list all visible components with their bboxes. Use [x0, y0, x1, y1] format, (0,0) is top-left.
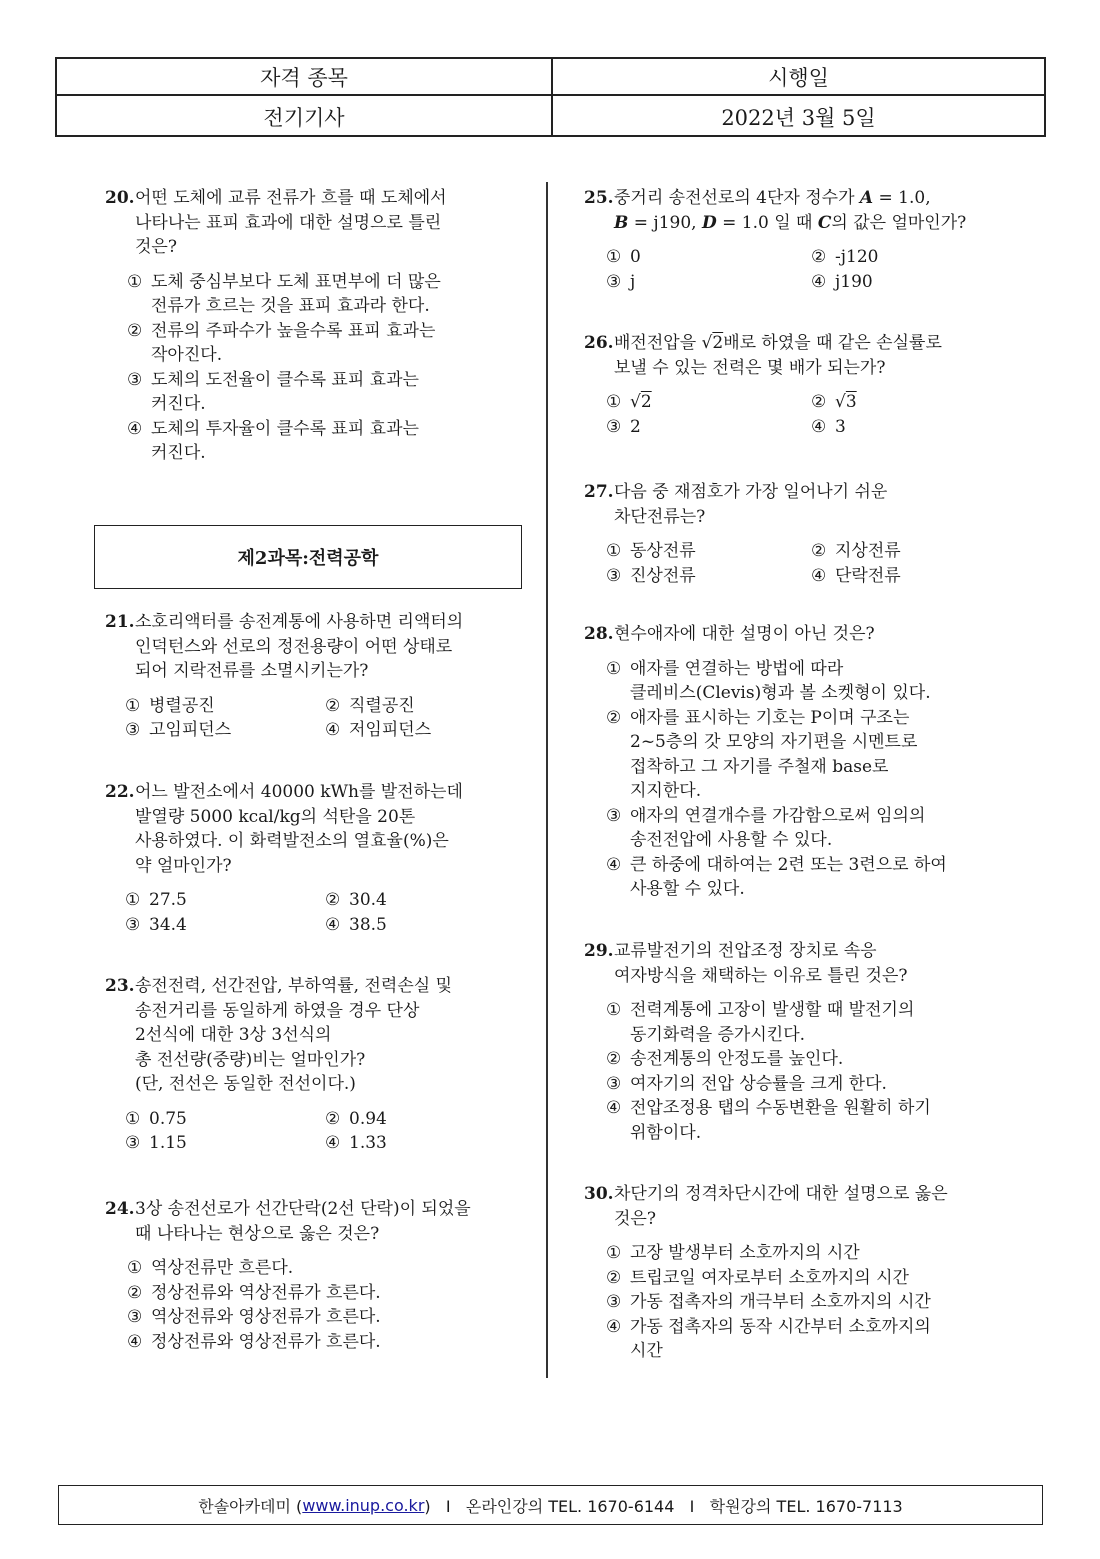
- question-text: 차단기의 정격차단시간에 대한 설명으로 옳은 것은?: [614, 1184, 948, 1229]
- option-4[interactable]: ④ 단락전류: [811, 565, 901, 586]
- question-30: [584, 1182, 1024, 1364]
- question-text: 현수애자에 대한 설명이 아닌 것은?: [614, 624, 875, 644]
- question-27: [584, 480, 1024, 588]
- option-3[interactable]: ③ 역상전류와 영상전류가 흐른다.: [127, 1307, 381, 1327]
- option-1[interactable]: ① √2: [606, 392, 652, 412]
- question-number: 25.: [584, 188, 614, 208]
- date-value: 2022년 3월 5일: [721, 105, 876, 130]
- option-2[interactable]: ② 송전계통의 안정도를 높인다.: [606, 1049, 844, 1069]
- question-text: 3상 송전선로가 선간단락(2선 단락)이 되었을 때 나타나는 현상으로 옳은 것은?: [135, 1199, 471, 1244]
- option-1[interactable]: ① 도체 중심부보다 도체 표면부에 더 많은 전류가 흐르는 것을 표피 효과라 한다.: [127, 271, 441, 316]
- option-4[interactable]: ④ 도체의 투자율이 클수록 표피 효과는 커진다.: [127, 418, 419, 463]
- option-3[interactable]: ③ j: [606, 271, 636, 292]
- option-1[interactable]: ① 고장 발생부터 소호까지의 시간: [606, 1243, 860, 1263]
- option-3[interactable]: ③ 가동 접촉자의 개극부터 소호까지의 시간: [606, 1292, 931, 1312]
- option-2[interactable]: ② 트립코일 여자로부터 소호까지의 시간: [606, 1267, 909, 1288]
- subject-label: 자격 종목: [260, 65, 348, 90]
- question-text: 어느 발전소에서 40000 kWh를 발전하는데 발열량 5000 kcal/kg의 석탄을 20톤 사용하였다. 이 화력발전소의 열효율(%)은 약 얼마인가?: [135, 782, 463, 876]
- question-text: 중거리 송전선로의 4단자 정수가 A = 1.0, B = j190, D = 1.0 일 때 C의 값은 얼마인가?: [614, 188, 967, 233]
- question-text: 어떤 도체에 교류 전류가 흐를 때 도체에서 나타나는 표피 효과에 대한 설명으로 틀린 것은?: [135, 188, 447, 257]
- subject-value: 전기기사: [263, 105, 345, 130]
- question-text: 소호리액터를 송전계통에 사용하면 리액터의 인덕턴스와 선로의 정전용량이 어떤 상태로 되어 지락전류를 소멸시키는가?: [135, 612, 464, 681]
- question-29: [584, 939, 1024, 1145]
- option-2[interactable]: ② 지상전류: [811, 541, 901, 561]
- option-1[interactable]: ① 0: [606, 247, 641, 267]
- question-number: 29.: [584, 941, 614, 961]
- option-3[interactable]: ③ 도체의 도전율이 클수록 표피 효과는 커진다.: [127, 369, 419, 414]
- question-number: 27.: [584, 482, 614, 502]
- option-1[interactable]: ① 27.5: [125, 890, 187, 910]
- option-2[interactable]: ② -j120: [811, 247, 879, 267]
- option-2[interactable]: ② 직렬공진: [325, 695, 415, 716]
- option-3[interactable]: ③ 고임피던스: [125, 720, 232, 740]
- option-1[interactable]: ① 병렬공진: [125, 695, 215, 716]
- question-number: 21.: [105, 612, 135, 632]
- question-number: 24.: [105, 1199, 135, 1219]
- option-3[interactable]: ③ 34.4: [125, 914, 187, 935]
- option-3[interactable]: ③ 2: [606, 416, 641, 437]
- option-4[interactable]: ④ j190: [811, 271, 873, 292]
- question-22: [105, 780, 525, 937]
- question-26: [584, 331, 1024, 439]
- question-text: 교류발전기의 전압조정 장치로 속응 여자방식을 채택하는 이유로 틀린 것은?: [614, 941, 908, 986]
- option-1[interactable]: ① 역상전류만 흐른다.: [127, 1258, 294, 1278]
- footer-contact-info: ) I 온라인강의 TEL. 1670-6144 I 학원강의 TEL. 1670-7113: [424, 1496, 903, 1516]
- question-number: 22.: [105, 782, 135, 802]
- footer-bar: [58, 1485, 1043, 1525]
- option-4[interactable]: ④ 가동 접촉자의 동작 시간부터 소호까지의 시간: [606, 1316, 931, 1361]
- question-24: [105, 1197, 535, 1354]
- question-text: 송전전력, 선간전압, 부하역률, 전력손실 및 송전거리를 동일하게 하였을 경우 단상 2선식에 대한 3상 3선식의 총 전선량(중량)비는 얼마인가? (단, 전선은 동일한 전선이다.): [135, 976, 453, 1094]
- option-2[interactable]: ② 전류의 주파수가 높을수록 표피 효과는 작아진다.: [127, 320, 436, 365]
- option-2[interactable]: ② 애자를 표시하는 기호는 P이며 구조는 2~5층의 갓 모양의 자기편을 시멘트로 접착하고 그 자기를 주철재 base로 지지한다.: [606, 707, 918, 801]
- option-3[interactable]: ③ 1.15: [125, 1133, 187, 1153]
- option-4[interactable]: ④ 3: [811, 416, 846, 437]
- question-number: 20.: [105, 188, 135, 208]
- question-21: [105, 610, 525, 743]
- option-1[interactable]: ① 애자를 연결하는 방법에 따라 클레비스(Clevis)형과 볼 소켓형이 있다.: [606, 658, 931, 703]
- question-23: [105, 974, 525, 1156]
- question-25: [584, 186, 1024, 294]
- option-3[interactable]: ③ 진상전류: [606, 565, 696, 586]
- option-4[interactable]: ④ 전압조정용 탭의 수동변환을 원활히 하기 위함이다.: [606, 1098, 931, 1143]
- question-number: 26.: [584, 333, 614, 353]
- exam-info-table: [55, 57, 1046, 137]
- question-20: [105, 186, 525, 466]
- sqrt-symbol: √2: [701, 333, 724, 353]
- option-4[interactable]: ④ 큰 하중에 대하여는 2련 또는 3련으로 하여 사용할 수 있다.: [606, 854, 947, 899]
- section-title: 제2과목:전력공학: [94, 525, 522, 589]
- option-3[interactable]: ③ 애자의 연결개수를 가감함으로써 임의의 송전전압에 사용할 수 있다.: [606, 805, 926, 850]
- option-2[interactable]: ② 0.94: [325, 1108, 387, 1129]
- option-4[interactable]: ④ 정상전류와 영상전류가 흐른다.: [127, 1331, 381, 1352]
- option-2[interactable]: ② 30.4: [325, 890, 387, 910]
- footer-website-link[interactable]: www.inup.co.kr: [302, 1495, 425, 1515]
- column-divider: [546, 182, 548, 1378]
- option-4[interactable]: ④ 저임피던스: [325, 720, 432, 740]
- option-2[interactable]: ② √3: [811, 392, 857, 412]
- option-1[interactable]: ① 전력계통에 고장이 발생할 때 발전기의 동기화력을 증가시킨다.: [606, 1000, 915, 1045]
- date-label: 시행일: [768, 65, 829, 90]
- question-28: [584, 622, 1024, 902]
- footer-academy-name: 한솔아카데미 (: [198, 1496, 303, 1516]
- question-number: 30.: [584, 1184, 614, 1204]
- option-1[interactable]: ① 동상전류: [606, 541, 696, 561]
- option-4[interactable]: ④ 38.5: [325, 914, 387, 935]
- option-4[interactable]: ④ 1.33: [325, 1133, 387, 1153]
- question-text: 배전전압을 √2배로 하였을 때 같은 손실률로 보낼 수 있는 전력은 몇 배가 되는가?: [614, 333, 942, 378]
- question-number: 28.: [584, 624, 614, 644]
- option-2[interactable]: ② 정상전류와 역상전류가 흐른다.: [127, 1282, 381, 1303]
- option-1[interactable]: ① 0.75: [125, 1108, 187, 1129]
- option-3[interactable]: ③ 여자기의 전압 상승률을 크게 한다.: [606, 1073, 887, 1094]
- question-number: 23.: [105, 976, 135, 996]
- question-text: 다음 중 재점호가 가장 일어나기 쉬운 차단전류는?: [614, 482, 888, 527]
